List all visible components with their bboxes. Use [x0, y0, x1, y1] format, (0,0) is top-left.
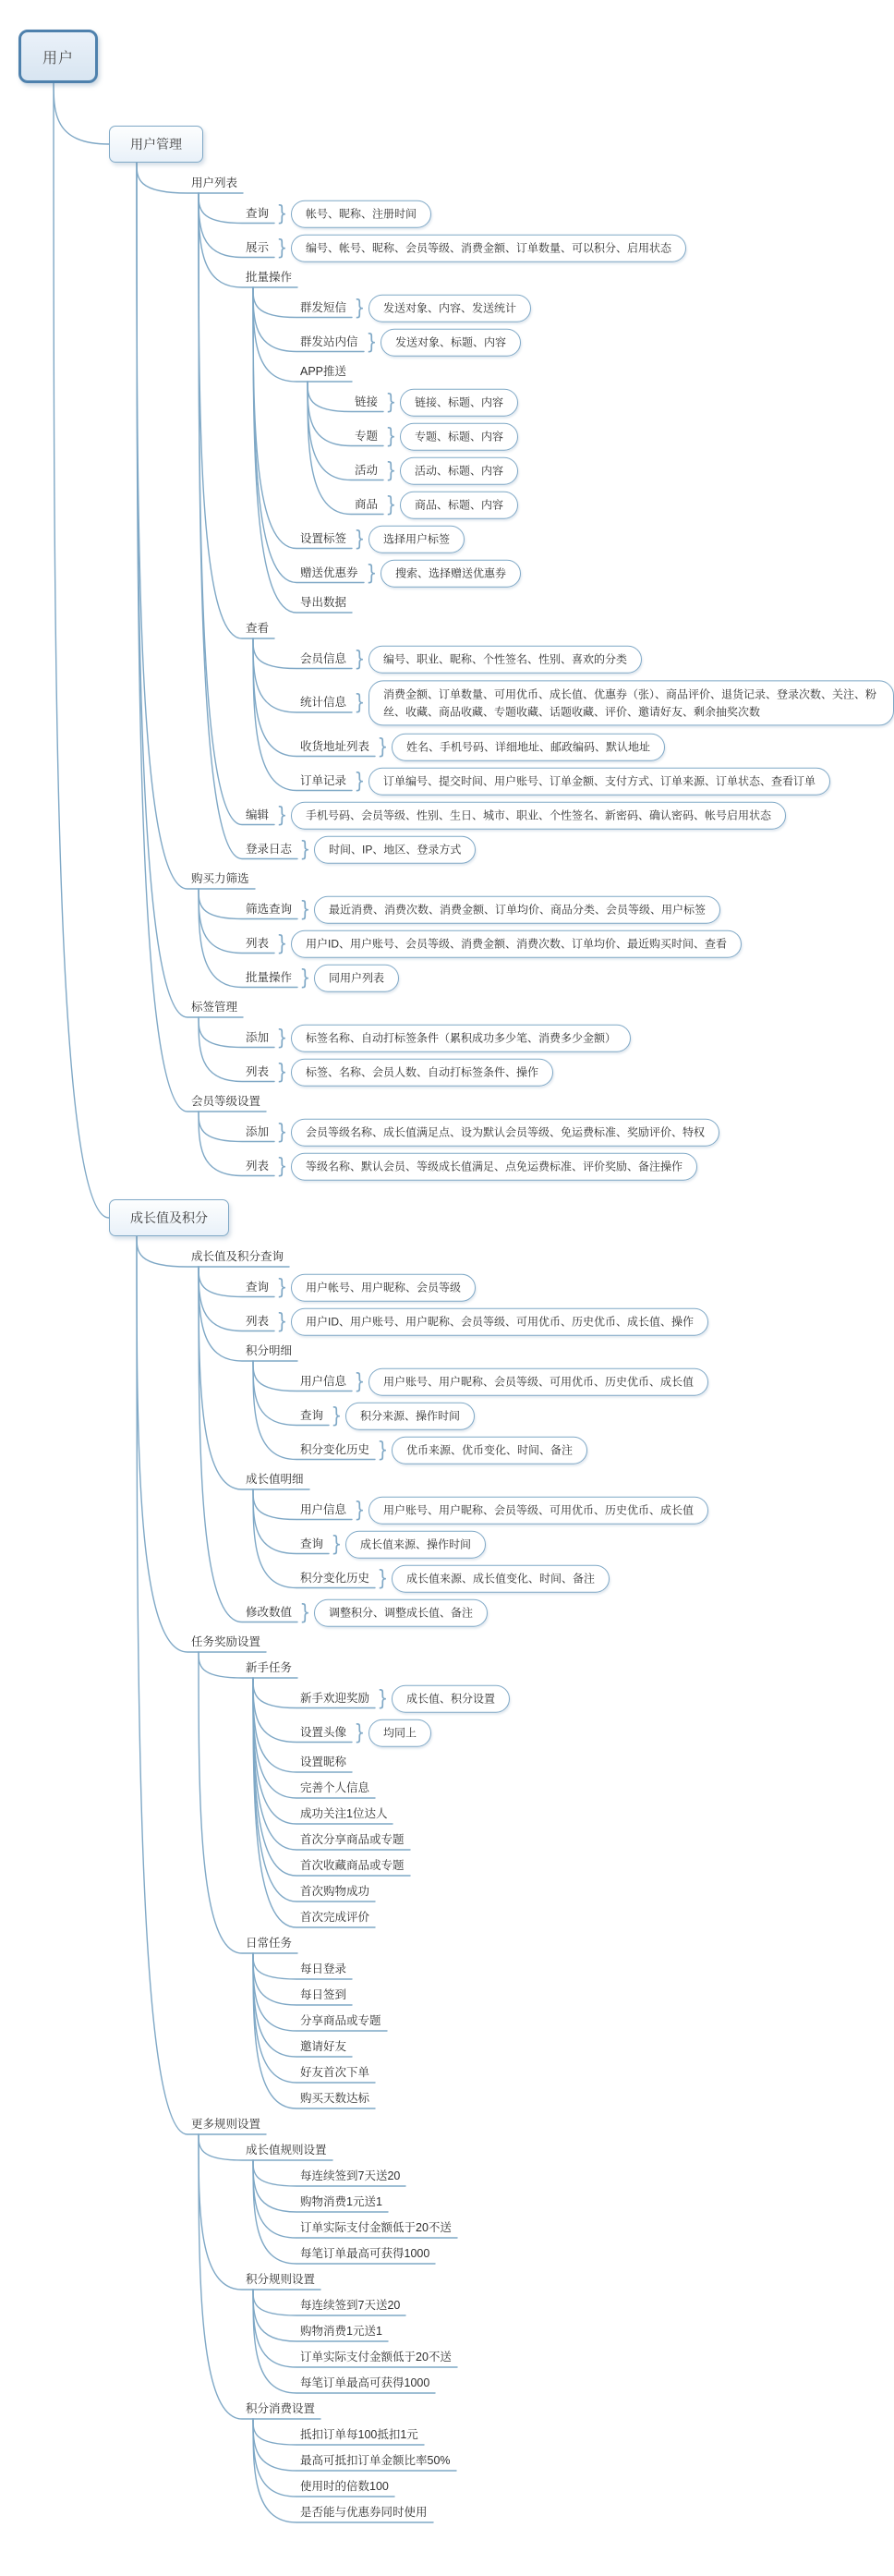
node-label[interactable]: 每笔订单最高可获得1000 — [300, 2376, 430, 2389]
attrs-bubble[interactable]: 成长值、积分设置 — [392, 1684, 510, 1713]
node-label[interactable]: 用户列表 — [191, 176, 238, 189]
node-label[interactable]: 成长值规则设置 — [246, 2144, 327, 2157]
node-label[interactable]: 首次完成评价 — [300, 1911, 370, 1924]
brace-icon: } — [354, 1720, 366, 1744]
brace-icon: } — [354, 769, 366, 793]
node-label[interactable]: 列表 — [246, 1314, 270, 1328]
attrs-bubble[interactable]: 消费金额、订单数量、可用优币、成长值、优惠券（张）、商品评价、退货记录、登录次数、关注、粉丝、收藏、商品收藏、专题收藏、话题收藏、评价、邀请好友、剩余抽奖次数 — [368, 680, 894, 725]
node-label[interactable]: 成功关注1位达人 — [300, 1807, 388, 1820]
node-label[interactable]: 每日登录 — [300, 1962, 347, 1975]
attrs-bubble[interactable]: 用户ID、用户账号、会员等级、消费金额、消费次数、订单均价、最近购买时间、查看 — [291, 930, 742, 958]
node-label[interactable]: 积分变化历史 — [300, 1571, 370, 1585]
node-label[interactable]: 专题 — [355, 429, 379, 443]
node-label[interactable]: 购物消费1元送1 — [300, 2325, 382, 2338]
node-label[interactable]: 收货地址列表 — [300, 739, 370, 753]
node-label[interactable]: 会员信息 — [300, 651, 347, 665]
attrs-bubble[interactable]: 积分来源、操作时间 — [345, 1402, 475, 1430]
attrs-bubble[interactable]: 姓名、手机号码、详细地址、邮政编码、默认地址 — [392, 733, 665, 761]
node-label[interactable]: 积分规则设置 — [246, 2273, 316, 2286]
node-label[interactable]: 查询 — [300, 1408, 324, 1422]
node-label[interactable]: 查看 — [246, 622, 270, 635]
brace-icon: } — [276, 931, 288, 955]
brace-icon: } — [377, 1566, 389, 1590]
node-label[interactable]: 成长值及积分查询 — [191, 1250, 284, 1263]
attrs-bubble[interactable]: 等级名称、默认会员、等级成长值满足、点免运费标准、评价奖励、备注操作 — [291, 1152, 697, 1181]
node-label[interactable]: APP推送 — [300, 365, 347, 378]
node-label[interactable]: 首次分享商品或专题 — [300, 1833, 405, 1846]
node-label[interactable]: 修改数值 — [246, 1605, 293, 1619]
attrs-bubble[interactable]: 调整积分、调整成长值、备注 — [314, 1598, 488, 1627]
brace-icon: } — [276, 1154, 288, 1178]
node-label[interactable]: 会员等级设置 — [191, 1095, 261, 1108]
brace-icon: } — [377, 1438, 389, 1462]
attrs-bubble[interactable]: 发送对象、内容、发送统计 — [368, 294, 531, 322]
node-label[interactable]: 成长值明细 — [246, 1473, 304, 1486]
brace-icon: } — [276, 1275, 288, 1299]
brace-icon: } — [385, 390, 397, 414]
node-label[interactable]: 用户信息 — [300, 1374, 347, 1388]
node-label[interactable]: 积分消费设置 — [246, 2402, 316, 2415]
brace-icon: } — [276, 803, 288, 827]
node-label[interactable]: 导出数据 — [300, 596, 347, 609]
attrs-bubble[interactable]: 用户账号、用户昵称、会员等级、可用优币、历史优币、成长值 — [368, 1367, 708, 1396]
brace-icon: } — [331, 1532, 343, 1556]
brace-icon: } — [299, 837, 311, 861]
node-label[interactable]: 添加 — [246, 1124, 270, 1138]
node-label[interactable]: 列表 — [246, 1064, 270, 1078]
brace-icon: } — [354, 647, 366, 671]
brace-icon: } — [385, 458, 397, 482]
attrs-bubble[interactable]: 选择用户标签 — [368, 525, 465, 553]
attrs-bubble[interactable]: 手机号码、会员等级、性别、生日、城市、职业、个性签名、新密码、确认密码、帐号启用状态 — [291, 801, 786, 830]
node-label[interactable]: 群发站内信 — [300, 334, 358, 348]
brace-icon: } — [366, 330, 378, 354]
branch-box-label: 用户管理 — [130, 137, 182, 152]
node-label[interactable]: 统计信息 — [300, 696, 347, 709]
node-label[interactable]: 群发短信 — [300, 300, 347, 314]
node-label[interactable]: 积分明细 — [246, 1344, 293, 1357]
node-label[interactable]: 抵扣订单每100抵扣1元 — [300, 2428, 418, 2441]
node-label[interactable]: 购买天数达标 — [300, 2092, 370, 2105]
node-label[interactable]: 首次收藏商品或专题 — [300, 1859, 405, 1872]
attrs-bubble[interactable]: 时间、IP、地区、登录方式 — [314, 835, 476, 864]
attrs-bubble[interactable]: 商品、标题、内容 — [400, 491, 518, 519]
attrs-bubble[interactable]: 成长值来源、成长值变化、时间、备注 — [392, 1564, 610, 1593]
attrs-bubble[interactable]: 搜索、选择赠送优惠券 — [381, 559, 521, 588]
node-label[interactable]: 订单记录 — [300, 773, 347, 787]
brace-icon: } — [354, 690, 366, 715]
node-label[interactable]: 展示 — [246, 240, 270, 254]
brace-icon: } — [276, 1309, 288, 1333]
node-label[interactable]: 查询 — [246, 206, 270, 220]
node-label[interactable]: 添加 — [246, 1030, 270, 1044]
node-label[interactable]: 任务奖励设置 — [191, 1635, 261, 1648]
attrs-bubble[interactable]: 成长值来源、操作时间 — [345, 1530, 486, 1559]
node-label[interactable]: 活动 — [355, 463, 379, 477]
brace-icon: } — [276, 1026, 288, 1050]
brace-icon: } — [354, 527, 366, 551]
brace-icon: } — [299, 897, 311, 921]
attrs-bubble[interactable]: 标签名称、自动打标签条件（累积成功多少笔、消费多少金额） — [291, 1024, 631, 1052]
node-label[interactable]: 是否能与优惠券同时使用 — [300, 2506, 428, 2519]
node-label[interactable]: 邀请好友 — [300, 2040, 347, 2053]
node-label[interactable]: 商品 — [355, 497, 379, 511]
node-label[interactable]: 订单实际支付金额低于20不送 — [300, 2221, 452, 2234]
brace-icon: } — [299, 966, 311, 990]
node-label[interactable]: 新手欢迎奖励 — [300, 1691, 370, 1705]
node-label[interactable]: 筛选查询 — [246, 902, 293, 916]
branch-box-label: 成长值及积分 — [130, 1210, 208, 1225]
attrs-bubble[interactable]: 会员等级名称、成长值满足点、设为默认会员等级、免运费标准、奖励评价、特权 — [291, 1118, 719, 1147]
node-label[interactable]: 查询 — [246, 1280, 270, 1294]
node-label[interactable]: 赠送优惠券 — [300, 565, 358, 579]
attrs-bubble[interactable]: 用户帐号、用户昵称、会员等级 — [291, 1273, 476, 1302]
attrs-bubble[interactable]: 订单编号、提交时间、用户账号、订单金额、支付方式、订单来源、订单状态、查看订单 — [368, 767, 830, 796]
node-label[interactable]: 购物消费1元送1 — [300, 2195, 382, 2208]
brace-icon: } — [331, 1403, 343, 1428]
branch-box-node[interactable] — [109, 1199, 229, 1236]
node-label[interactable]: 分享商品或专题 — [300, 2014, 381, 2027]
node-label[interactable]: 批量操作 — [246, 271, 293, 284]
node-label[interactable]: 每连续签到7天送20 — [300, 2169, 401, 2182]
node-label[interactable]: 用户信息 — [300, 1502, 347, 1516]
node-label[interactable]: 批量操作 — [246, 970, 293, 984]
brace-icon: } — [385, 492, 397, 516]
node-label[interactable]: 链接 — [355, 395, 379, 408]
branch-box-node[interactable] — [109, 126, 203, 163]
node-label[interactable]: 更多规则设置 — [191, 2118, 261, 2131]
attrs-bubble[interactable]: 链接、标题、内容 — [400, 388, 518, 417]
brace-icon: } — [385, 424, 397, 448]
node-label[interactable]: 设置昵称 — [300, 1756, 347, 1768]
brace-icon: } — [276, 236, 288, 260]
brace-icon: } — [299, 1600, 311, 1624]
brace-icon: } — [354, 296, 366, 320]
node-label[interactable]: 查询 — [300, 1537, 324, 1550]
node-label[interactable]: 完善个人信息 — [300, 1781, 370, 1794]
attrs-bubble[interactable]: 优币来源、优币变化、时间、备注 — [392, 1436, 587, 1464]
node-label[interactable]: 日常任务 — [246, 1937, 293, 1950]
root-node[interactable] — [18, 30, 98, 83]
root-node-label: 用户 — [42, 50, 74, 67]
brace-icon: } — [366, 561, 378, 585]
node-label[interactable]: 编辑 — [246, 808, 270, 821]
node-label[interactable]: 订单实际支付金额低于20不送 — [300, 2351, 452, 2363]
node-label[interactable]: 登录日志 — [246, 842, 293, 856]
node-label[interactable]: 使用时的倍数100 — [300, 2480, 389, 2493]
attrs-bubble[interactable]: 活动、标题、内容 — [400, 456, 518, 485]
brace-icon: } — [276, 1120, 288, 1144]
brace-icon: } — [377, 1686, 389, 1710]
attrs-bubble[interactable]: 最近消费、消费次数、消费金额、订单均价、商品分类、会员等级、用户标签 — [314, 895, 720, 924]
node-label[interactable]: 设置标签 — [300, 531, 347, 545]
attrs-bubble[interactable]: 用户账号、用户昵称、会员等级、可用优币、历史优币、成长值 — [368, 1496, 708, 1525]
node-label[interactable]: 购买力筛选 — [191, 872, 249, 885]
attrs-bubble[interactable]: 用户ID、用户账号、用户昵称、会员等级、可用优币、历史优币、成长值、操作 — [291, 1307, 708, 1336]
node-label[interactable]: 积分变化历史 — [300, 1442, 370, 1456]
attrs-bubble[interactable]: 均同上 — [368, 1719, 431, 1747]
node-label[interactable]: 每笔订单最高可获得1000 — [300, 2247, 430, 2260]
node-label[interactable]: 标签管理 — [191, 1001, 238, 1014]
brace-icon: } — [354, 1498, 366, 1522]
node-label[interactable]: 首次购物成功 — [300, 1885, 370, 1898]
attrs-bubble[interactable]: 标签、名称、会员人数、自动打标签条件、操作 — [291, 1058, 553, 1087]
node-label[interactable]: 最高可抵扣订单金额比率50% — [300, 2454, 451, 2467]
brace-icon: } — [276, 201, 288, 225]
attrs-bubble[interactable]: 专题、标题、内容 — [400, 422, 518, 451]
node-label[interactable]: 列表 — [246, 936, 270, 950]
brace-icon: } — [276, 1060, 288, 1084]
node-label[interactable]: 设置头像 — [300, 1725, 347, 1739]
attrs-bubble[interactable]: 编号、帐号、昵称、会员等级、消费金额、订单数量、可以积分、启用状态 — [291, 234, 686, 262]
node-label[interactable]: 每日签到 — [300, 1988, 347, 2001]
brace-icon: } — [354, 1369, 366, 1393]
node-label[interactable]: 好友首次下单 — [300, 2066, 370, 2079]
node-label[interactable]: 列表 — [246, 1159, 270, 1173]
attrs-bubble[interactable]: 帐号、昵称、注册时间 — [291, 200, 431, 228]
brace-icon: } — [377, 735, 389, 759]
node-label[interactable]: 新手任务 — [246, 1661, 293, 1674]
attrs-bubble[interactable]: 同用户列表 — [314, 964, 399, 992]
attrs-bubble[interactable]: 发送对象、标题、内容 — [381, 328, 521, 357]
attrs-bubble[interactable]: 编号、职业、昵称、个性签名、性别、喜欢的分类 — [368, 645, 642, 674]
node-label[interactable]: 每连续签到7天送20 — [300, 2299, 401, 2312]
